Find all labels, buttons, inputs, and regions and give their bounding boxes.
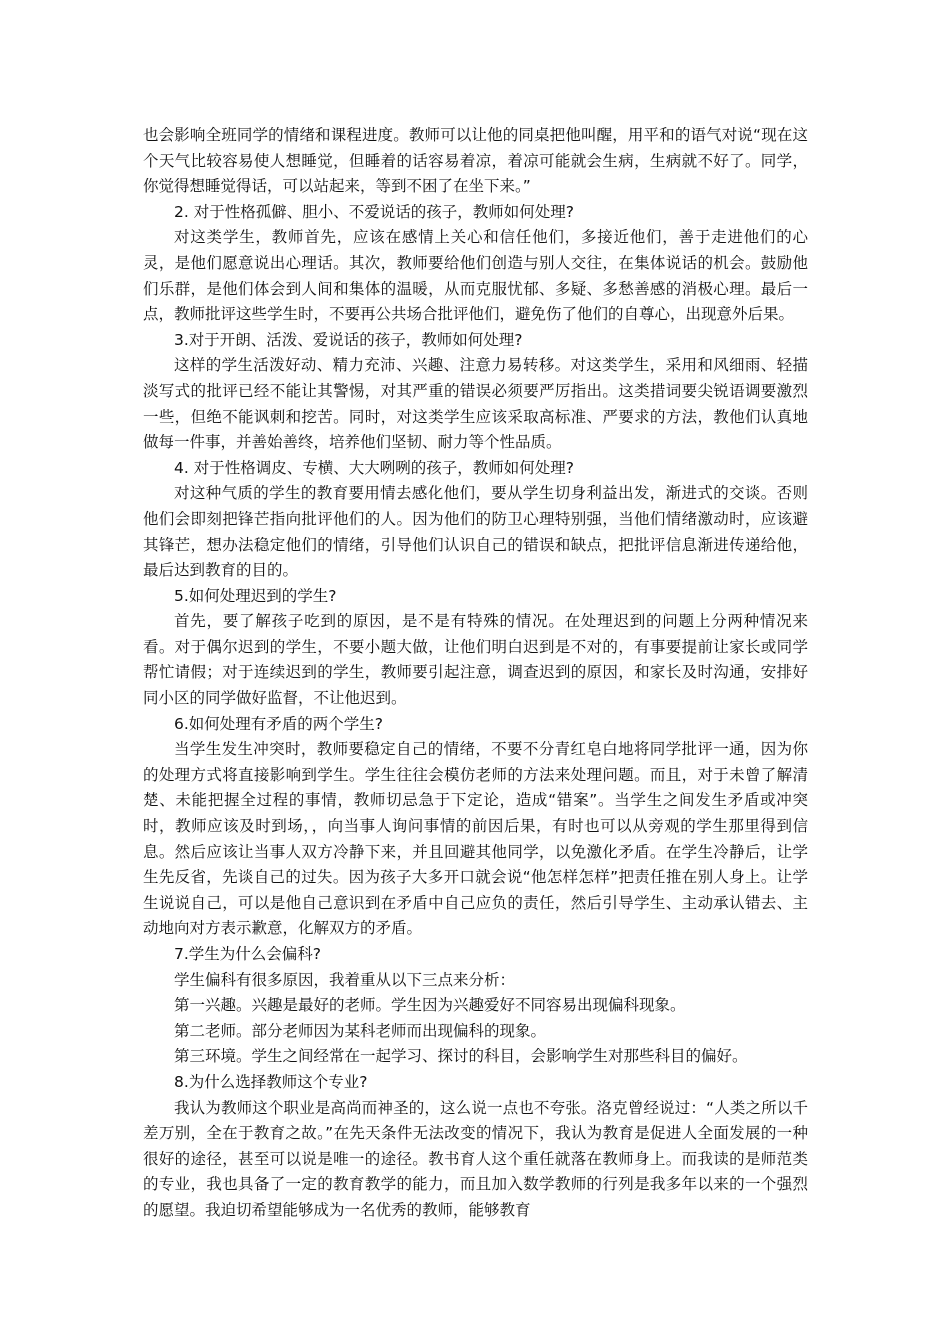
question-3-heading: 3.对于开朗、活泼、爱说话的孩子，教师如何处理? xyxy=(174,330,523,349)
answer-4-paragraph: 对这种气质的学生的教育要用情去感化他们，要从学生切身利益出发，渐进式的交谈。否则他们会即刻把锋芒指向批评他们的人。因为他们的防卫心理特别强，当他们情绪激动时，应该避其锋芒，想办法稳定他们的情绪，引导他们认识自己的错误和缺点，把批评信息渐进传递给他，最后达到教育的目的。 xyxy=(143,484,808,580)
answer-7-point-1: 第一兴趣。兴趣是最好的老师。学生因为兴趣爱好不同容易出现偏科现象。 xyxy=(174,996,686,1015)
question-2-heading: 2. 对于性格孤僻、胆小、不爱说话的孩子，教师如何处理? xyxy=(174,202,574,221)
paragraph-continuation: 也会影响全班同学的情绪和课程进度。教师可以让他的同桌把他叫醒，用平和的语气对说“现在这个天气比较容易使人想睡觉，但睡着的话容易着凉，着凉可能就会生病，生病就不好了。同学，你觉得想睡觉得话，可以站起来，等到不困了在坐下来。” xyxy=(143,126,808,196)
question-4-heading: 4. 对于性格调皮、专横、大大咧咧的孩子，教师如何处理? xyxy=(174,458,574,477)
document-body xyxy=(143,123,808,1224)
answer-7-intro: 学生偏科有很多原因，我着重从以下三点来分析： xyxy=(174,970,516,989)
question-7-heading: 7.学生为什么会偏科? xyxy=(174,945,322,963)
answer-8-paragraph: 我认为教师这个职业是高尚而神圣的，这么说一点也不夸张。洛克曾经说过：“人类之所以千差万别，全在于教育之故。”在先天条件无法改变的情况下，我认为教育是促进人全面发展的一种很好的途径，甚至可以说是唯一的途径。教书育人这个重任就落在教师身上。而我读的是师范类的专业，我也具备了一定的教育教学的能力，而且加入数学教师的行列是我多年以来的一个强烈的愿望。我迫切希望能够成为一名优秀的教师，能够教育 xyxy=(143,1098,808,1219)
question-5-heading: 5.如何处理迟到的学生? xyxy=(174,586,337,605)
answer-2-paragraph: 对这类学生，教师首先，应该在感情上关心和信任他们，多接近他们，善于走进他们的心灵，是他们愿意说出心理话。其次，教师要给他们创造与别人交往，在集体说话的机会。鼓励他们乐群，是他们体会到人间和集体的温暖，从而克服忧郁、多疑、多愁善感的消极心理。最后一点，教师批评这些学生时，不要再公共场合批评他们，避免伤了他们的自尊心，出现意外后果。 xyxy=(143,228,808,324)
answer-7-point-3: 第三环境。学生之间经常在一起学习、探讨的科目，会影响学生对那些科目的偏好。 xyxy=(174,1047,748,1066)
answer-7-point-2: 第二老师。部分老师因为某科老师而出现偏科的现象。 xyxy=(174,1021,547,1040)
answer-6-paragraph: 当学生发生冲突时，教师要稳定自己的情绪，不要不分青红皂白地将同学批评一通，因为你的处理方式将直接影响到学生。学生往往会模仿老师的方法来处理问题。而且，对于未曾了解清楚、未能把握全过程的事情，教师切忌急于下定论，造成“错案”。当学生之间发生矛盾或冲突时，教师应该及时到场，，向当事人询问事情的前因后果，有时也可以从旁观的学生那里得到信息。然后应该让当事人双方冷静下来，并且回避其他同学，以免激化矛盾。在学生冷静后，让学生先反省，先谈自己的过失。因为孩子大多开口就会说“他怎样怎样”把责任推在别人身上。让学生说说自己，可以是他自己意识到在矛盾中自己应负的责任，然后引导学生、主动承认错去、主动地向对方表示歉意，化解双方的矛盾。 xyxy=(143,740,808,938)
answer-3-paragraph: 这样的学生活泼好动、精力充沛、兴趣、注意力易转移。对这类学生，采用和风细雨、轻描淡写式的批评已经不能让其警惕，对其严重的错误必须要严厉指出。这类措词要尖锐语调要激烈一些，但绝不能讽刺和挖苦。同时，对这类学生应该采取高标准、严要求的方法，教他们认真地做每一件事，并善始善终，培养他们坚韧、耐力等个性品质。 xyxy=(143,356,808,452)
question-6-heading: 6.如何处理有矛盾的两个学生? xyxy=(174,714,384,733)
question-8-heading: 8.为什么选择教师这个专业? xyxy=(174,1072,368,1091)
answer-5-paragraph: 首先，要了解孩子吃到的原因，是不是有特殊的情况。在处理迟到的问题上分两种情况来看。对于偶尔迟到的学生，不要小题大做，让他们明白迟到是不对的，有事要提前让家长或同学帮忙请假；对于连续迟到的学生，教师要引起注意，调查迟到的原因，和家长及时沟通，安排好同小区的同学做好监督，不让他迟到。 xyxy=(143,612,808,708)
